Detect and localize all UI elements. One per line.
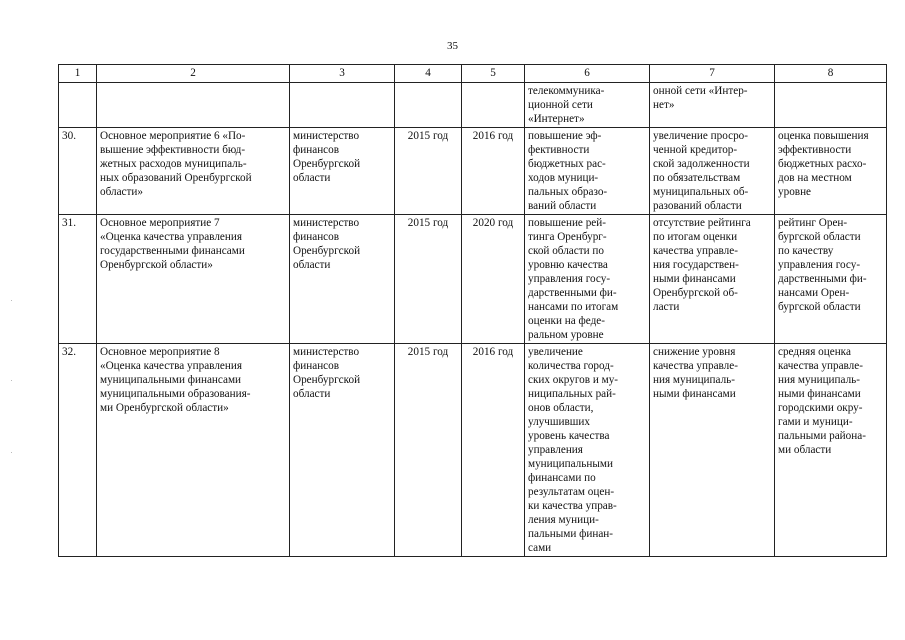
cell-line: государственными финансами [100,245,245,257]
cell-effect [525,215,650,344]
cell-end: 2016 год [462,128,525,215]
cell-line: муниципальными [528,458,613,470]
cell-consequence [650,83,775,128]
cell-line: повышение рей- [528,217,606,229]
cell-line: средняя оценка [778,346,851,358]
header-row [59,65,887,83]
cell-line: ными финансами [653,388,736,400]
cell-line: ских округов и му- [528,374,619,386]
cell-line: количества город- [528,360,614,372]
column-header-4: 4 [395,65,462,83]
cell-line: уровень качества [528,430,610,442]
cell-line: бюджетных расхо- [778,158,867,170]
cell-consequence [650,215,775,344]
cell-line: ласти [653,301,680,313]
table-row [59,128,887,215]
cell-line: вышение эффективности бюд- [100,144,246,156]
cell-line: ми области [778,444,832,456]
cell-line: Оренбургской [293,245,361,257]
cell-line: ных образований Оренбургской [100,172,252,184]
margin-mark [11,452,12,453]
cell-num: 30. [59,128,97,215]
table-row [59,344,887,557]
cell-consequence [650,344,775,557]
cell-line: онной сети «Интер- [653,85,748,97]
cell-line: Основное мероприятие 6 «По- [100,130,246,142]
cell-line: дов на местном [778,172,852,184]
cell-line: муниципальными образования- [100,388,251,400]
cell-num: 32. [59,344,97,557]
cell-line: результатам оцен- [528,486,615,498]
cell-line: качества управле- [653,360,738,372]
cell-indicator [775,128,887,215]
cell-indicator [775,83,887,128]
cell-line: финансов [293,360,340,372]
cell-line: ходов муници- [528,172,599,184]
cell-line: оценки на феде- [528,315,605,327]
cell-line: управления госу- [778,259,861,271]
cell-indicator [775,215,887,344]
cell-line: ния муниципаль- [778,374,860,386]
cell-line: финансами по [528,472,596,484]
cell-line: разований области [653,200,742,212]
cell-executor [290,128,395,215]
cell-start [395,83,462,128]
cell-line: области» [100,186,143,198]
cell-line: области [293,172,331,184]
cell-line: «Оценка качества управления [100,231,242,243]
cell-line: пальными финан- [528,528,614,540]
cell-line: Оренбургской области» [100,259,213,271]
cell-line: сами [528,542,552,554]
cell-line: муниципальных об- [653,186,749,198]
margin-mark [11,380,12,381]
cell-line: дарственными фи- [778,273,867,285]
cell-line: Основное мероприятие 7 [100,217,220,229]
cell-line: эффективности [778,144,852,156]
cell-line: по итогам оценки [653,231,738,243]
cell-line: уровне [778,186,812,198]
cell-line: городскими окру- [778,402,863,414]
page-number: 35 [447,40,458,52]
cell-line: «Интернет» [528,113,585,125]
cell-line: ния муниципаль- [653,374,735,386]
cell-num: 31. [59,215,97,344]
cell-executor [290,83,395,128]
cell-line: пальных образо- [528,186,608,198]
table-row [59,215,887,344]
cell-event [97,215,290,344]
cell-line: ской задолженности [653,158,750,170]
cell-line: министерство [293,217,360,229]
cell-line: управления [528,444,583,456]
cell-line: управления госу- [528,273,611,285]
cell-start: 2015 год [395,215,462,344]
cell-start: 2015 год [395,128,462,215]
cell-line: ционной сети [528,99,593,111]
cell-effect [525,83,650,128]
column-header-7: 7 [650,65,775,83]
continuation-row [59,83,887,128]
cell-end: 2020 год [462,215,525,344]
cell-line: ными финансами [653,273,736,285]
cell-line: бюджетных рас- [528,158,606,170]
cell-line: дарственными фи- [528,287,617,299]
cell-line: ки качества управ- [528,500,617,512]
measures-table [58,64,887,557]
cell-line: повышение эф- [528,130,602,142]
cell-end [462,83,525,128]
cell-line: по обязательствам [653,172,741,184]
column-header-6: 6 [525,65,650,83]
cell-line: ральном уровне [528,329,604,341]
cell-line: министерство [293,346,360,358]
cell-line: фективности [528,144,590,156]
cell-line: ваний области [528,200,597,212]
cell-line: увеличение [528,346,583,358]
cell-line: по качеству [778,245,834,257]
column-header-1: 1 [59,65,97,83]
cell-line: ления муници- [528,514,599,526]
cell-effect [525,344,650,557]
cell-line: отсутствие рейтинга [653,217,751,229]
cell-line: области [293,388,331,400]
cell-line: уровню качества [528,259,608,271]
cell-end: 2016 год [462,344,525,557]
cell-consequence [650,128,775,215]
cell-line: области [293,259,331,271]
cell-line: министерство [293,130,360,142]
cell-line: муниципальными финансами [100,374,242,386]
cell-line: нет» [653,99,675,111]
cell-line: тинга Оренбург- [528,231,607,243]
cell-line: Оренбургской [293,374,361,386]
column-header-3: 3 [290,65,395,83]
column-header-2: 2 [97,65,290,83]
cell-indicator [775,344,887,557]
cell-line: «Оценка качества управления [100,360,242,372]
cell-line: Оренбургской [293,158,361,170]
column-header-5: 5 [462,65,525,83]
cell-line: пальными района- [778,430,866,442]
cell-executor [290,215,395,344]
cell-event [97,344,290,557]
cell-line: телекоммуника- [528,85,605,97]
cell-line: ченной кредитор- [653,144,738,156]
cell-line: бургской области [778,231,861,243]
cell-line: нансами Орен- [778,287,850,299]
cell-line: снижение уровня [653,346,736,358]
cell-effect [525,128,650,215]
cell-line: увеличение просро- [653,130,749,142]
cell-line: онов области, [528,402,594,414]
cell-line: ными финансами [778,388,861,400]
cell-line: ской области по [528,245,604,257]
cell-line: жетных расходов муниципаль- [100,158,247,170]
cell-line: качества управле- [778,360,863,372]
cell-line: оценка повышения [778,130,869,142]
cell-line: рейтинг Орен- [778,217,848,229]
cell-start: 2015 год [395,344,462,557]
column-header-8: 8 [775,65,887,83]
cell-line: бургской области [778,301,861,313]
cell-line: гами и муници- [778,416,853,428]
cell-line: ния государствен- [653,259,739,271]
cell-line: качества управле- [653,245,738,257]
cell-num [59,83,97,128]
cell-line: Оренбургской об- [653,287,738,299]
margin-mark [11,300,12,301]
cell-line: улучшивших [528,416,590,428]
cell-line: Основное мероприятие 8 [100,346,220,358]
cell-event [97,128,290,215]
cell-line: финансов [293,231,340,243]
cell-line: финансов [293,144,340,156]
cell-executor [290,344,395,557]
cell-line: ми Оренбургской области» [100,402,229,414]
cell-event [97,83,290,128]
cell-line: нансами по итогам [528,301,619,313]
cell-line: ниципальных рай- [528,388,616,400]
